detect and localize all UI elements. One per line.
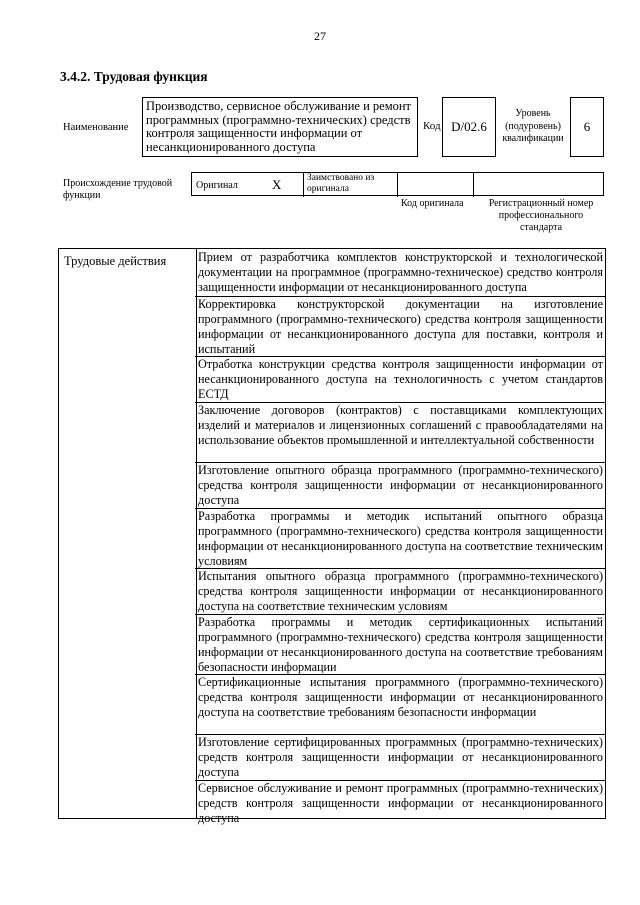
origin-label: Происхождение трудовой функции [63,178,173,201]
list-item: Разработка программы и методик сертификационных испытаний программного (программно-технического) средства контроля защищенности информации от несанкционированного доступа на соответствие требованиям безопасности информации [195,614,606,674]
list-item: Отработка конструкции средства контроля защищенности информации от несанкционированного доступа на технологичность с учетом стандартов ЕСТД [195,356,606,402]
level-box [570,97,604,157]
code-value: D/02.6 [451,119,487,134]
original-cell [192,173,304,197]
origin-code-cell [398,173,474,197]
original-label: Оригинал [196,180,238,191]
name-label: Наименование [63,122,129,133]
list-item: Разработка программы и методик испытаний опытного образца программного (программно-технического) средства контроля защищенности информации от несанкционированного доступа на соответствие техническим условиям [195,508,606,568]
original-mark: X [272,177,282,192]
list-item: Корректировка конструкторской документации на изготовление программного (программно-технического) средства контроля защищенности информации от несанкционированного доступа для поставки, контроля и испытаний [195,296,606,356]
code-box [442,97,496,157]
level-value: 6 [583,119,591,134]
list-item: Испытания опытного образца программного (программно-технического) средства контроля защищенности информации от несанкционированного доступа на соответствие техническим условиям [195,568,606,614]
page-number: 27 [314,29,326,43]
function-name-box [142,97,418,157]
origin-table [191,172,604,196]
level-label: Уровень (подуровень) квалификации [502,108,564,144]
list-item: Сертификационные испытания программного (программно-технического) средства контроля защищенности информации от несанкционированного доступа на соответствие требованиям безопасности информации [195,674,606,734]
list-item: Заключение договоров (контрактов) с поставщиками комплектующих изделий и материалов и лицензионных соглашений с правообладателями на использование объектов промышленной и интеллектуальной собственности [195,402,606,462]
borrowed-label: Заимствовано из оригинала [307,173,375,194]
section-title: 3.4.2. Трудовая функция [60,69,208,84]
function-name: Производство, сервисное обслуживание и ремонт программных (программно-технических) средств контроля защищенности информации от несанкционированного доступа [146,99,412,154]
list-item: Изготовление опытного образца программного (программно-технического) средства контроля защищенности информации от несанкционированного доступа [195,462,606,508]
list-item: Сервисное обслуживание и ремонт программных (программно-технических) средств контроля защищенности информации от несанкционированного доступа [195,780,606,819]
borrowed-cell [304,173,398,197]
labor-actions-label: Трудовые действия [64,254,167,268]
reg-number-caption: Регистрационный номер профессионального стандарта [488,198,594,233]
reg-number-cell [474,173,605,197]
list-item: Изготовление сертифицированных программных (программно-технических) средств контроля защищенности информации от несанкционированного доступа [195,734,606,780]
code-label: Код [423,120,441,132]
origin-code-caption: Код оригинала [401,198,464,209]
list-item: Прием от разработчика комплектов конструкторской и технологической документации на программное (программно-техническое) средство контроля защищенности информации от несанкционированного доступа [198,250,603,294]
